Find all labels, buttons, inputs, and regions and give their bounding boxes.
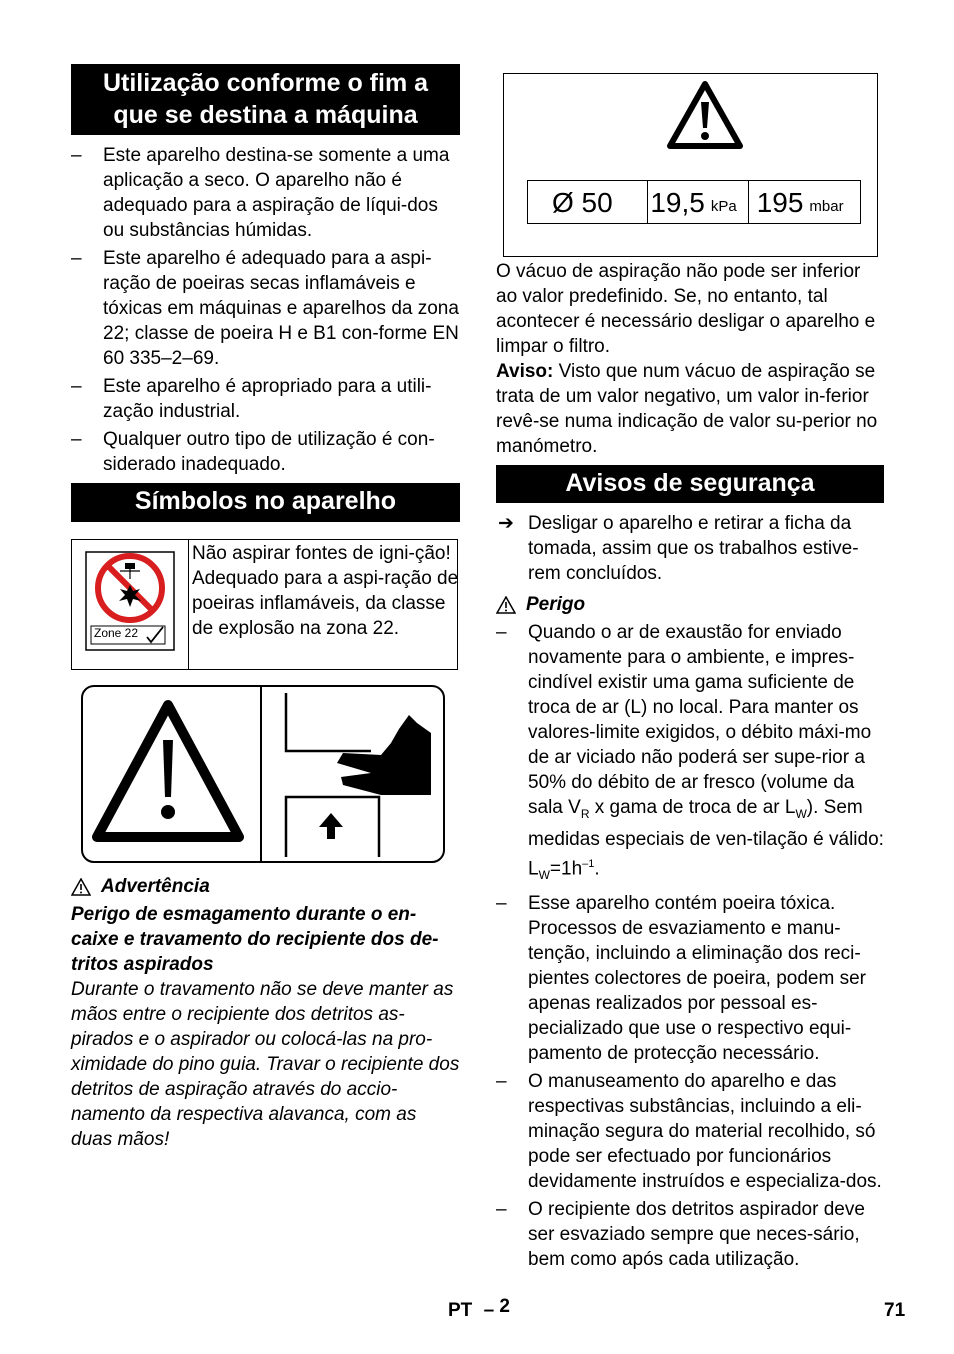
list-item: – Este aparelho é adequado para a aspi-ração de poeiras secas inflamáveis e tóxicas em máquinas e aparelhos da zona 22; classe de poeira H e B1 con-forme EN 60 335–2–69. <box>71 246 460 371</box>
warning-triangle-icon <box>666 80 744 150</box>
warning-body: Durante o travamento não se deve manter as mãos entre o recipiente dos detritos as-pirados e o aspirador ou colocá-las na pro-ximidade do pino guia. Travar o recipiente dos detritos de aspiração através do accio-namento da respectiva alavanca, com as duas mãos! <box>71 979 460 1150</box>
section-heading-symbols: Símbolos no aparelho <box>71 483 460 522</box>
section-heading-intended-use: Utilização conforme o fim a que se destina a máquina <box>71 64 460 135</box>
list-item: – O manuseamento do aparelho e das respectivas substâncias, incluindo a eli-minação segura do material recolhido, só pode ser efectuado por funcionários devidamente instruídos e especializa-dos. <box>496 1069 884 1194</box>
arrow-right-icon: ➔ <box>498 513 514 534</box>
vacuum-gauge-panel <box>503 73 878 257</box>
list-item: – Quando o ar de exaustão for enviado novamente para o ambiente, e impres-cindível existir uma gama suficiente de troca de ar (L) no local. Para manter os valores-limite exigidos, o débito máxi-mo de ar viciado não poderá ser supe-rior a 50% do débito de ar fresco (volume da sala $V_R$ x gama de troca de ar $L_W$). Sem medidas especiais de ven-tilação é válido: $L_W=1h^{-1}$. <box>496 620 884 888</box>
arrow-instruction: ➔ Desligar o aparelho e retirar a ficha da tomada, assim que os trabalhos estive-rem concluídos. <box>498 513 859 584</box>
diameter-cell: Ø 50 <box>528 181 648 223</box>
warning-triangle-icon <box>496 596 516 614</box>
symbol-table <box>71 539 458 670</box>
symbol-description: Não aspirar fontes de igni-ção! Adequado para a aspi-ração de poeiras inflamáveis, da classe de explosão na zona 22. <box>192 543 459 639</box>
crush-hazard-pictogram <box>81 685 445 863</box>
intended-use-list <box>71 143 460 480</box>
list-item: – Qualquer outro tipo de utilização é con-siderado inadequado. <box>71 427 460 477</box>
list-item: – Esse aparelho contém poeira tóxica. Processos de esvaziamento e manu-tenção, incluindo a eliminação dos reci-pientes colectores de poeira, podem ser apenas realizados por pessoal es-pecializado que use o respectivo equi-pamento de protecção necessário. <box>496 891 884 1066</box>
footer-section-label: PT – 2 <box>448 1296 510 1321</box>
vacuum-note: O vácuo de aspiração não pode ser inferior ao valor predefinido. Se, no entanto, tal acontecer é necessário desligar o aparelho e limpar o filtro. <box>496 261 876 357</box>
warning-triangle-icon <box>71 878 91 896</box>
page-number: 71 <box>884 1300 906 1321</box>
aviso-note: Aviso: Visto que num vácuo de aspiração se trata de um valor negativo, um valor in-ferior revê-se numa indicação de valor su-perior no manómetro. <box>496 361 878 457</box>
mbar-cell: 195 mbar <box>756 186 844 218</box>
safety-list <box>496 620 884 1275</box>
warning-heading: Advertência <box>71 874 210 899</box>
gauge-values-row <box>527 180 861 224</box>
danger-heading: Perigo <box>496 592 585 617</box>
list-item: – Este aparelho destina-se somente a uma aplicação a seco. O aparelho não é adequado para a aspiração de líqui-dos ou substâncias húmidas. <box>71 143 460 243</box>
list-item: – Este aparelho é apropriado para a utili-zação industrial. <box>71 374 460 424</box>
warning-title: Perigo de esmagamento durante o en-caixe e travamento do recipiente dos de-tritos aspirados <box>71 904 439 975</box>
zone-label: Zone 22 <box>94 626 139 640</box>
section-heading-safety: Avisos de segurança <box>496 465 884 503</box>
list-item: – O recipiente dos detritos aspirador deve ser esvaziado sempre que neces-sário, bem como após cada utilização. <box>496 1197 884 1272</box>
symbol-cell <box>72 540 189 669</box>
kpa-cell: 19,5 kPa <box>648 181 748 223</box>
